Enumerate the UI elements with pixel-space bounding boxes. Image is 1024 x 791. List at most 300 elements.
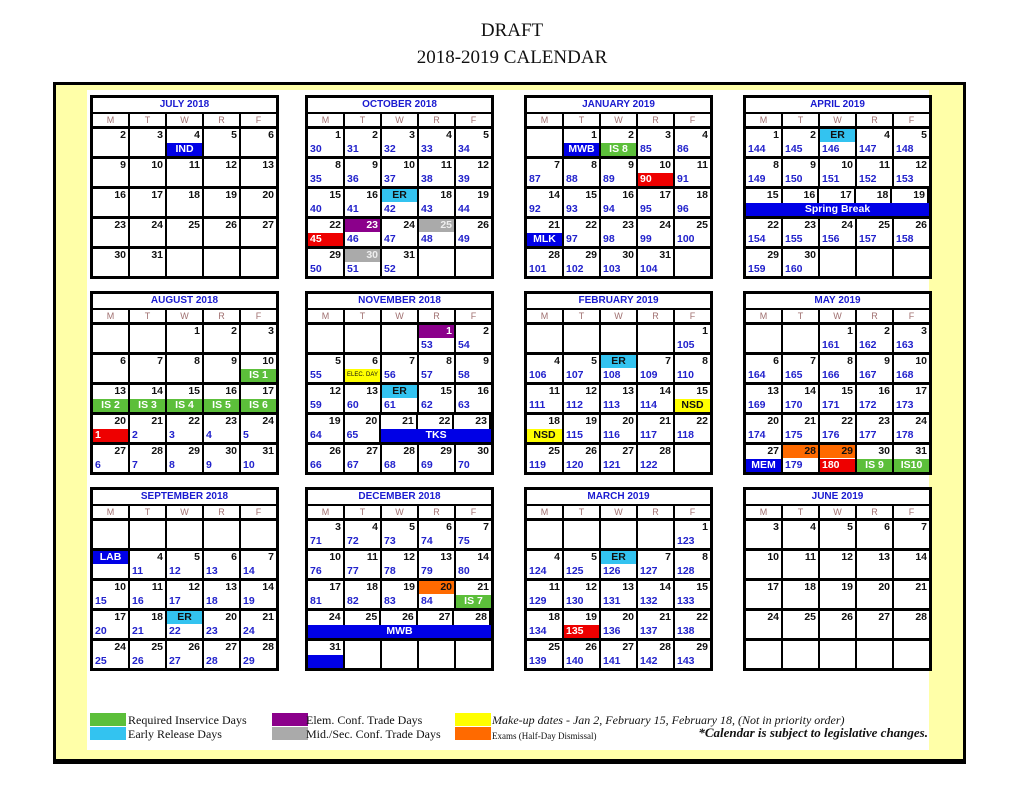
day-cell[interactable] [241,581,276,608]
empty-cell [527,521,564,548]
day-cell[interactable] [308,129,345,156]
school-day-number: 11 [132,565,144,577]
day-cell[interactable] [130,129,167,156]
day-cell[interactable] [241,219,276,246]
day-cell[interactable] [167,325,204,352]
day-cell[interactable] [601,385,638,412]
day-cell[interactable] [857,355,894,382]
day-cell[interactable] [675,159,710,186]
day-cell[interactable] [746,415,783,442]
day-cell[interactable] [130,189,167,216]
day-cell[interactable] [783,385,820,412]
day-cell[interactable] [675,325,710,352]
day-cell[interactable] [638,641,675,668]
day-cell[interactable] [345,355,382,382]
day-cell[interactable] [308,551,345,578]
day-cell[interactable] [456,159,491,186]
empty-cell [241,521,276,548]
day-cell[interactable] [130,385,167,412]
day-cell[interactable] [820,551,857,578]
school-day-number: 75 [458,535,470,547]
day-cell[interactable] [93,249,130,276]
day-cell[interactable] [527,189,564,216]
day-cell[interactable] [857,219,894,246]
day-cell[interactable] [564,415,601,442]
day-cell[interactable] [456,445,491,472]
day-cell[interactable] [204,189,241,216]
day-cell[interactable] [746,159,783,186]
day-number: 9 [884,355,890,367]
day-cell[interactable] [130,159,167,186]
day-number: 14 [548,189,560,201]
day-cell[interactable] [93,129,130,156]
day-cell[interactable] [857,581,894,608]
day-cell[interactable] [382,445,419,472]
day-cell[interactable] [204,445,241,472]
day-cell[interactable] [345,189,382,216]
day-cell[interactable] [857,611,894,638]
day-cell[interactable] [382,129,419,156]
day-cell[interactable] [894,581,929,608]
day-cell[interactable] [820,385,857,412]
day-cell[interactable] [456,219,491,246]
day-cell[interactable] [820,521,857,548]
day-cell[interactable] [308,159,345,186]
day-cell[interactable] [601,551,638,578]
day-cell[interactable] [456,385,491,412]
day-cell[interactable] [130,611,167,638]
day-cell[interactable] [241,641,276,668]
day-cell[interactable] [857,159,894,186]
school-day-number: 86 [677,143,689,155]
day-cell[interactable] [419,521,456,548]
day-number: 15 [696,385,708,397]
day-cell[interactable] [93,415,130,442]
day-cell[interactable] [894,445,929,472]
day-cell[interactable] [382,249,419,276]
day-cell[interactable] [564,219,601,246]
day-cell[interactable] [419,129,456,156]
day-cell[interactable] [345,521,382,548]
day-cell[interactable] [820,581,857,608]
day-number: 25 [548,445,560,457]
day-cell[interactable] [241,415,276,442]
day-cell[interactable] [601,581,638,608]
week-row [308,129,491,159]
day-cell[interactable] [527,249,564,276]
day-cell[interactable] [241,355,276,382]
day-cell[interactable] [456,521,491,548]
day-cell[interactable] [857,551,894,578]
day-cell[interactable] [564,611,601,638]
day-cell[interactable] [601,355,638,382]
day-cell[interactable] [345,385,382,412]
day-cell[interactable] [345,249,382,276]
day-number: 26 [477,219,489,231]
day-cell[interactable] [564,129,601,156]
day-cell[interactable] [601,159,638,186]
day-cell[interactable] [746,249,783,276]
day-cell[interactable] [527,641,564,668]
day-cell[interactable] [456,189,491,216]
day-cell[interactable] [167,129,204,156]
day-cell[interactable] [167,385,204,412]
weekday-label: M [308,310,345,322]
day-cell[interactable] [204,581,241,608]
day-cell[interactable] [783,415,820,442]
day-number: 11 [151,581,163,593]
day-cell[interactable] [527,445,564,472]
day-cell[interactable] [456,129,491,156]
day-cell[interactable] [638,355,675,382]
day-cell[interactable] [527,581,564,608]
day-cell[interactable] [167,445,204,472]
day-cell[interactable] [130,355,167,382]
day-cell[interactable] [527,551,564,578]
day-cell[interactable] [241,445,276,472]
day-cell[interactable] [93,551,130,578]
school-day-number: 175 [785,429,803,441]
day-number: 22 [188,415,200,427]
day-cell[interactable] [857,415,894,442]
day-cell[interactable] [564,445,601,472]
day-cell[interactable] [456,581,491,608]
school-day-number: 173 [896,399,914,411]
day-cell[interactable] [820,611,857,638]
day-cell[interactable] [419,219,456,246]
day-number: 10 [915,355,927,367]
day-number: 8 [591,159,597,171]
day-cell[interactable] [894,159,929,186]
day-cell[interactable] [857,521,894,548]
day-cell[interactable] [382,581,419,608]
day-cell[interactable] [675,129,710,156]
day-cell[interactable] [382,521,419,548]
school-day-number: 67 [347,459,359,471]
day-cell[interactable] [783,581,820,608]
day-cell[interactable] [783,219,820,246]
day-cell[interactable] [419,551,456,578]
day-cell[interactable] [746,551,783,578]
day-cell[interactable] [204,159,241,186]
day-cell[interactable] [527,355,564,382]
day-cell[interactable] [564,551,601,578]
school-day-number: 116 [603,429,620,441]
day-cell[interactable] [345,551,382,578]
day-cell[interactable] [894,551,929,578]
day-cell[interactable] [167,355,204,382]
day-cell[interactable] [204,611,241,638]
day-cell[interactable] [241,129,276,156]
day-cell[interactable] [638,219,675,246]
day-cell[interactable] [894,325,929,352]
day-number: 30 [622,249,634,261]
day-cell[interactable] [601,249,638,276]
day-cell[interactable] [93,355,130,382]
day-cell[interactable] [93,189,130,216]
day-cell[interactable] [204,219,241,246]
day-cell[interactable] [746,521,783,548]
day-cell[interactable] [857,325,894,352]
day-cell[interactable] [419,189,456,216]
day-cell[interactable] [382,355,419,382]
day-cell[interactable] [167,159,204,186]
day-cell[interactable] [894,219,929,246]
day-number: 29 [329,249,341,261]
day-cell[interactable] [894,355,929,382]
day-cell[interactable] [820,355,857,382]
day-number: 1 [847,325,853,337]
day-cell[interactable] [204,641,241,668]
day-cell[interactable] [345,219,382,246]
day-cell[interactable] [894,611,929,638]
day-cell[interactable] [783,551,820,578]
day-cell[interactable] [167,415,204,442]
weekday-label: M [93,114,130,126]
week-row [527,521,710,551]
day-number: 24 [328,611,341,623]
day-cell[interactable] [308,249,345,276]
day-cell[interactable] [783,249,820,276]
day-cell[interactable] [820,325,857,352]
school-day-number: 34 [458,143,470,155]
day-cell[interactable] [456,551,491,578]
day-cell[interactable] [820,445,857,472]
day-cell[interactable] [675,521,710,548]
day-cell[interactable] [638,611,675,638]
day-cell[interactable] [345,159,382,186]
day-cell[interactable] [675,385,710,412]
day-cell[interactable] [638,249,675,276]
day-cell[interactable] [638,189,675,216]
day-cell[interactable] [894,415,929,442]
day-number: 17 [915,385,927,397]
day-cell[interactable] [130,581,167,608]
day-cell[interactable] [783,355,820,382]
day-cell[interactable] [564,581,601,608]
school-day-number: 113 [603,399,620,411]
day-cell[interactable] [746,445,783,472]
day-cell[interactable] [419,325,456,352]
day-cell[interactable] [601,445,638,472]
day-cell[interactable] [820,129,857,156]
day-cell[interactable] [241,159,276,186]
day-cell[interactable] [308,581,345,608]
day-cell[interactable] [382,189,419,216]
day-cell[interactable] [564,355,601,382]
day-cell[interactable] [527,415,564,442]
day-number: 10 [151,159,163,171]
day-cell[interactable] [638,445,675,472]
day-cell[interactable] [783,445,820,472]
day-cell[interactable] [638,159,675,186]
day-cell[interactable] [746,219,783,246]
day-cell[interactable] [746,581,783,608]
day-cell[interactable] [130,415,167,442]
day-cell[interactable] [93,445,130,472]
day-cell[interactable] [167,641,204,668]
day-cell[interactable] [419,445,456,472]
day-cell[interactable] [783,159,820,186]
school-day-number: 76 [310,565,322,577]
day-cell[interactable] [345,581,382,608]
day-cell[interactable] [308,219,345,246]
day-cell[interactable] [241,385,276,412]
day-cell[interactable] [241,189,276,216]
day-cell[interactable] [130,445,167,472]
week-row [527,581,710,611]
day-cell[interactable] [241,325,276,352]
day-cell[interactable] [204,385,241,412]
day-cell[interactable] [167,581,204,608]
empty-cell [167,521,204,548]
day-cell[interactable] [167,611,204,638]
day-cell[interactable] [783,521,820,548]
day-cell[interactable] [894,129,929,156]
weekday-label: M [308,114,345,126]
day-cell[interactable] [419,385,456,412]
day-cell[interactable] [857,445,894,472]
day-cell[interactable] [638,385,675,412]
day-cell[interactable] [746,355,783,382]
legend-mid-conf: Mid./Sec. Conf. Trade Days [306,727,441,741]
day-cell[interactable] [857,385,894,412]
day-cell[interactable] [382,219,419,246]
day-cell[interactable] [746,129,783,156]
day-cell[interactable] [308,189,345,216]
empty-cell [675,249,710,276]
day-cell[interactable] [675,551,710,578]
day-cell[interactable] [564,641,601,668]
day-cell[interactable] [894,521,929,548]
day-cell[interactable] [93,219,130,246]
day-cell[interactable] [675,415,710,442]
day-cell[interactable] [167,551,204,578]
day-cell[interactable] [167,219,204,246]
day-cell[interactable] [308,641,345,668]
day-cell[interactable] [675,355,710,382]
day-cell[interactable] [564,249,601,276]
day-cell[interactable] [93,159,130,186]
day-cell[interactable] [564,159,601,186]
day-cell[interactable] [308,445,345,472]
day-cell[interactable] [638,551,675,578]
day-cell[interactable] [345,415,382,442]
day-cell[interactable] [675,189,710,216]
day-cell[interactable] [167,189,204,216]
day-cell[interactable] [527,611,564,638]
empty-cell [783,641,820,668]
day-cell[interactable] [130,551,167,578]
day-cell[interactable] [857,129,894,156]
day-cell[interactable] [675,219,710,246]
day-cell[interactable] [820,219,857,246]
day-cell[interactable] [746,385,783,412]
day-cell[interactable] [308,521,345,548]
weekday-label: T [783,114,820,126]
day-cell[interactable] [204,129,241,156]
day-cell[interactable] [130,219,167,246]
day-number: 2 [884,325,890,337]
day-cell[interactable] [382,159,419,186]
day-cell[interactable] [675,641,710,668]
day-cell[interactable] [638,581,675,608]
day-cell[interactable] [241,611,276,638]
day-cell[interactable] [601,611,638,638]
school-day-number: 147 [859,143,877,155]
day-cell[interactable] [783,611,820,638]
day-cell[interactable] [601,129,638,156]
week-row [746,385,929,415]
weekday-header [308,506,491,521]
day-number: 31 [403,249,415,261]
day-number: 20 [767,415,779,427]
day-cell[interactable] [93,385,130,412]
day-cell[interactable] [204,415,241,442]
day-cell[interactable] [345,129,382,156]
day-cell[interactable] [419,581,456,608]
day-cell[interactable] [601,189,638,216]
legend-makeup: Make-up dates - Jan 2, February 15, February 18, (Not in priority order) [492,713,845,727]
day-cell[interactable] [130,249,167,276]
day-cell[interactable] [746,611,783,638]
day-cell[interactable] [419,159,456,186]
day-cell[interactable] [308,355,345,382]
day-cell[interactable] [601,219,638,246]
day-cell[interactable] [820,415,857,442]
day-cell[interactable] [345,445,382,472]
day-cell[interactable] [675,581,710,608]
empty-cell [345,641,382,668]
day-cell[interactable] [93,611,130,638]
day-cell[interactable] [527,385,564,412]
day-cell[interactable] [204,551,241,578]
day-cell[interactable] [93,581,130,608]
month-title: JUNE 2019 [746,490,929,506]
day-cell[interactable] [820,159,857,186]
day-number: 28 [475,611,487,623]
day-cell[interactable] [564,189,601,216]
day-cell[interactable] [204,325,241,352]
day-cell[interactable] [308,415,345,442]
day-cell[interactable] [675,611,710,638]
day-cell[interactable] [894,385,929,412]
day-cell[interactable] [241,551,276,578]
day-cell[interactable] [456,355,491,382]
day-cell[interactable] [527,159,564,186]
day-cell[interactable] [308,385,345,412]
day-cell[interactable] [638,129,675,156]
day-cell[interactable] [382,385,419,412]
day-cell[interactable] [93,641,130,668]
day-cell[interactable] [601,641,638,668]
day-cell[interactable] [564,385,601,412]
day-cell[interactable] [601,415,638,442]
day-number: 19 [585,611,597,623]
day-cell[interactable] [419,355,456,382]
day-cell[interactable] [638,415,675,442]
weekday-label: F [908,115,915,125]
week-row [746,355,929,385]
day-cell[interactable] [204,355,241,382]
week-row [93,581,276,611]
day-cell[interactable] [783,129,820,156]
day-cell[interactable] [382,551,419,578]
day-cell[interactable] [456,325,491,352]
event-label: IS 1 [241,369,276,382]
day-cell[interactable] [130,641,167,668]
day-cell[interactable] [527,219,564,246]
